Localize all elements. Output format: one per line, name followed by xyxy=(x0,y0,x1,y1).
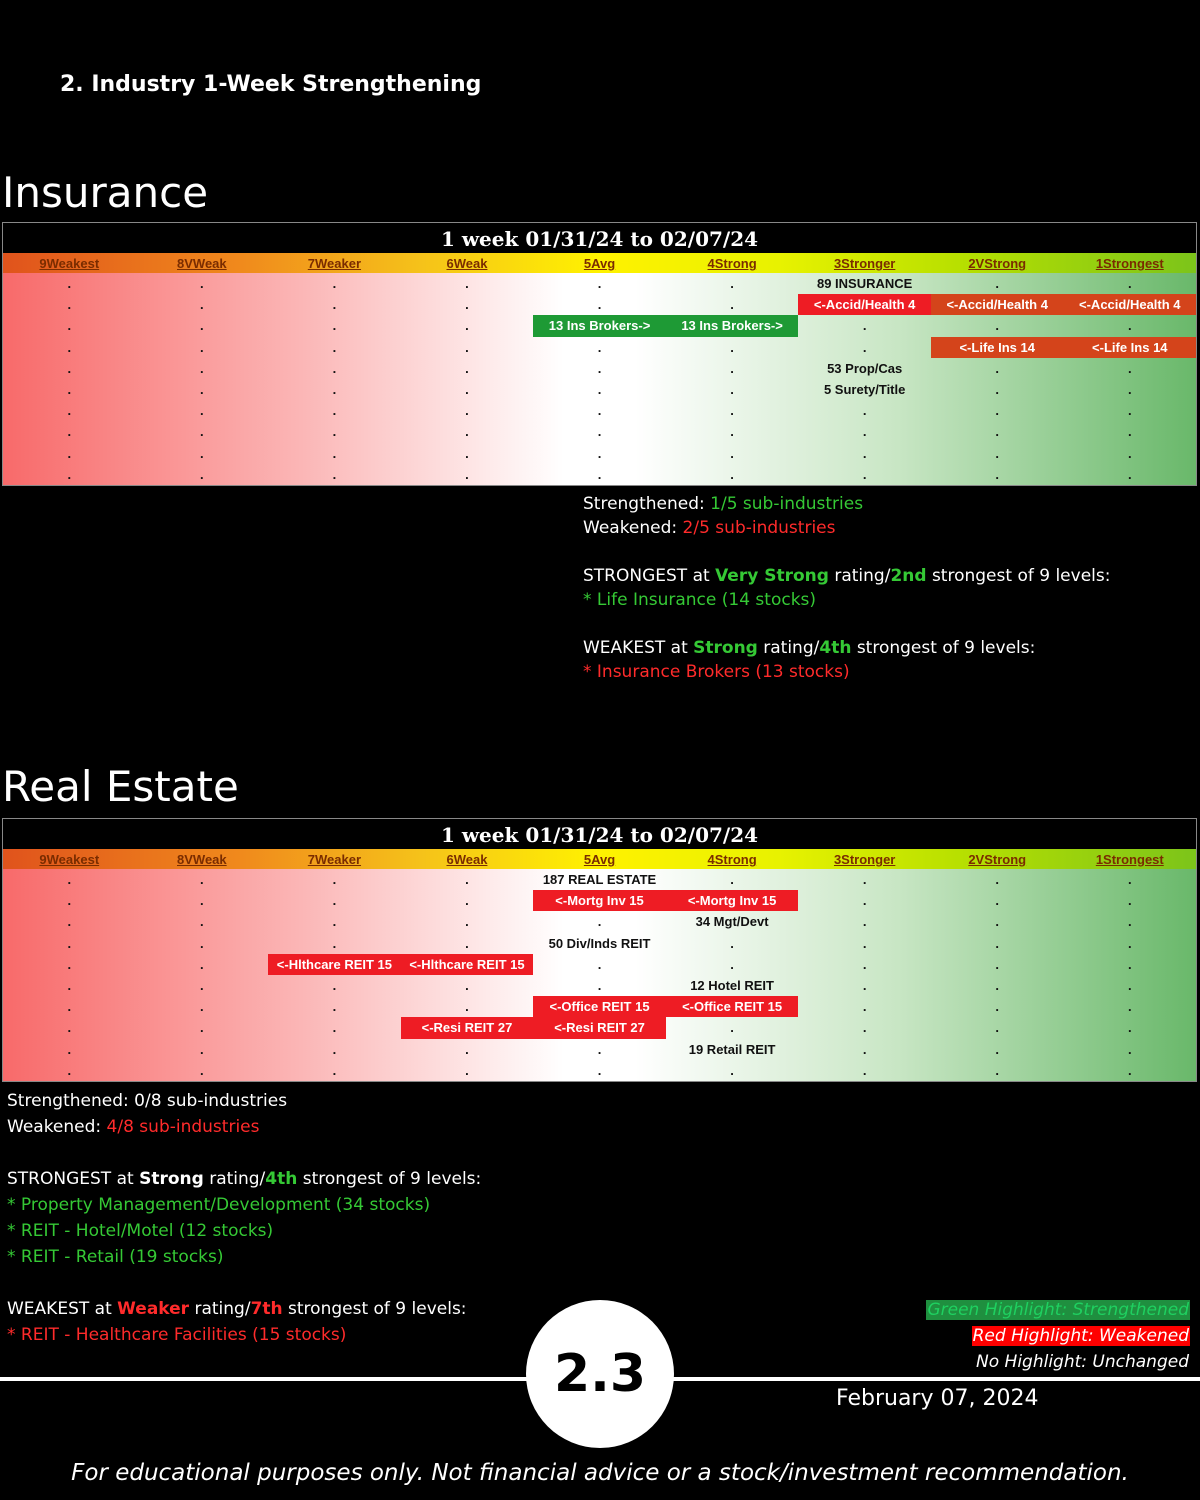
report-date: February 07, 2024 xyxy=(836,1386,1039,1411)
grid-cell: . xyxy=(465,424,469,440)
grid-cell: . xyxy=(200,956,204,972)
grid-cell: . xyxy=(1127,893,1132,909)
grid-cell: 5 Surety/Title xyxy=(823,381,906,397)
ins-strongest-rank: 2nd xyxy=(890,566,927,586)
re-weakest-mid: rating/ xyxy=(189,1299,251,1319)
insurance-table xyxy=(2,222,1197,486)
grid-row xyxy=(3,379,1196,400)
highlighted-cell: <-Mortg Inv 15 xyxy=(666,890,799,911)
grid-cell: . xyxy=(465,276,469,291)
grid-cell: . xyxy=(597,977,602,993)
grid-cell: . xyxy=(465,297,469,313)
grid-cell: . xyxy=(200,1062,204,1078)
grid-cell: . xyxy=(200,1041,204,1057)
grid-cell: . xyxy=(597,914,602,930)
grid-cell: . xyxy=(465,381,469,397)
grid-cell: . xyxy=(465,466,469,482)
grid-cell: . xyxy=(200,914,204,930)
grid-cell: . xyxy=(597,1062,602,1078)
grid-cell: . xyxy=(730,403,734,419)
grid-cell: 19 Retail REIT xyxy=(688,1041,776,1057)
highlighted-cell: <-Office REIT 15 xyxy=(666,996,799,1017)
level-label: 7Weaker xyxy=(307,256,362,271)
highlighted-cell: <-Life Ins 14 xyxy=(931,337,1064,358)
real-estate-title: Real Estate xyxy=(2,762,239,811)
level-label: 2VStrong xyxy=(968,256,1027,271)
grid-row xyxy=(3,315,1196,336)
grid-cell: . xyxy=(332,977,337,993)
grid-cell: . xyxy=(1127,381,1132,397)
grid-cell: . xyxy=(862,872,867,887)
re-weakest-suffix: strongest of 9 levels: xyxy=(282,1299,467,1319)
highlighted-cell: <-Accid/Health 4 xyxy=(1064,294,1197,315)
grid-row xyxy=(3,996,1196,1017)
ins-strongest-rating: Very Strong xyxy=(715,566,829,586)
grid-cell: . xyxy=(465,339,469,355)
grid-cell: . xyxy=(730,424,734,440)
grid-cell: . xyxy=(67,935,72,951)
level-label: 8VWeak xyxy=(177,852,227,867)
grid-cell: . xyxy=(862,424,867,440)
grid-cell: . xyxy=(67,1020,72,1036)
grid-cell: . xyxy=(465,977,469,993)
ins-strongest-suffix: strongest of 9 levels: xyxy=(926,566,1111,586)
grid-cell: . xyxy=(1127,956,1132,972)
grid-row xyxy=(3,358,1196,379)
grid-cell: . xyxy=(730,872,734,887)
grid-cell: . xyxy=(995,977,1000,993)
grid-cell: . xyxy=(862,893,867,909)
grid-cell: 12 Hotel REIT xyxy=(690,977,774,993)
grid-cell: . xyxy=(465,914,469,930)
re-weakened-value: 4/8 sub-industries xyxy=(106,1117,260,1137)
grid-row xyxy=(3,1060,1196,1081)
grid-cell: . xyxy=(465,893,469,909)
level-label: 7Weaker xyxy=(307,852,362,867)
slide-title: 2. Industry 1-Week Strengthening xyxy=(60,72,482,97)
grid-row xyxy=(3,273,1196,294)
grid-cell: . xyxy=(332,339,337,355)
re-weakest-prefix: WEAKEST at xyxy=(7,1299,118,1319)
grid-cell: . xyxy=(332,424,337,440)
grid-row xyxy=(3,975,1196,996)
re-weakest-rating: Weaker xyxy=(117,1299,190,1319)
grid-cell: . xyxy=(332,935,337,951)
grid-cell: . xyxy=(597,360,602,376)
grid-cell: . xyxy=(1127,403,1132,419)
grid-cell: . xyxy=(862,999,867,1015)
grid-cell: . xyxy=(67,872,72,887)
grid-cell: . xyxy=(332,466,337,482)
grid-cell: . xyxy=(730,339,734,355)
grid-cell: . xyxy=(730,466,734,482)
grid-cell: . xyxy=(1127,1062,1132,1078)
grid-cell: . xyxy=(200,1020,204,1036)
re-weakest-item: * REIT - Healthcare Facilities (15 stocks) xyxy=(7,1325,347,1345)
ins-weakest-prefix: WEAKEST at xyxy=(583,638,694,658)
grid-row xyxy=(3,869,1196,890)
grid-cell: . xyxy=(1127,318,1132,334)
grid-row xyxy=(3,421,1196,442)
level-label: 1Strongest xyxy=(1095,852,1164,867)
grid-cell: . xyxy=(67,318,72,334)
ins-strongest-item: * Life Insurance (14 stocks) xyxy=(583,590,817,610)
grid-cell: . xyxy=(332,1041,337,1057)
grid-cell: . xyxy=(200,893,204,909)
ins-weakest-item: * Insurance Brokers (13 stocks) xyxy=(583,662,850,682)
grid-cell: . xyxy=(332,893,337,909)
grid-cell: . xyxy=(730,297,734,313)
grid-cell: . xyxy=(332,381,337,397)
highlighted-cell: <-Accid/Health 4 xyxy=(931,294,1064,315)
re-weakest-rank: 7th xyxy=(250,1299,283,1319)
legend-red: Red Highlight: Weakened xyxy=(972,1326,1189,1346)
grid-row xyxy=(3,1017,1196,1038)
grid-cell: . xyxy=(597,1041,602,1057)
grid-cell: . xyxy=(465,403,469,419)
grid-cell: . xyxy=(465,360,469,376)
grid-cell: . xyxy=(995,1020,1000,1036)
grid-cell: . xyxy=(995,445,1000,461)
grid-cell: . xyxy=(597,466,602,482)
grid-cell: . xyxy=(332,872,337,887)
ins-strongest-mid: rating/ xyxy=(828,566,891,586)
grid-cell: . xyxy=(200,445,204,461)
grid-row xyxy=(3,337,1196,358)
level-label: 9Weakest xyxy=(39,852,100,867)
grid-cell: . xyxy=(67,403,72,419)
grid-cell: . xyxy=(67,956,72,972)
grid-cell: . xyxy=(1127,872,1132,887)
grid-cell: . xyxy=(862,466,867,482)
grid-cell: . xyxy=(200,872,204,887)
ins-weakened-value: 2/5 sub-industries xyxy=(682,518,836,538)
real-estate-grid xyxy=(3,869,1196,1081)
grid-cell: . xyxy=(465,999,469,1015)
grid-cell: . xyxy=(200,339,204,355)
highlighted-cell: <-Accid/Health 4 xyxy=(798,294,931,315)
level-label: 3Stronger xyxy=(833,256,896,271)
ins-strengthened-label: Strengthened: xyxy=(583,494,711,514)
grid-cell: . xyxy=(597,956,602,972)
real-estate-notes xyxy=(7,1088,481,1348)
grid-cell: . xyxy=(1127,276,1132,291)
level-label: 9Weakest xyxy=(39,256,100,271)
highlighted-cell: <-Resi REIT 27 xyxy=(401,1017,534,1038)
re-strongest-rank: 4th xyxy=(265,1169,298,1189)
insurance-grid xyxy=(3,273,1196,485)
grid-cell: . xyxy=(730,360,734,376)
grid-cell: . xyxy=(862,977,867,993)
grid-cell: . xyxy=(67,424,72,440)
grid-cell: . xyxy=(465,445,469,461)
real-estate-table-header: 1 week 01/31/24 to 02/07/24 xyxy=(3,819,1196,849)
grid-cell: . xyxy=(597,297,602,313)
re-strongest-suffix: strongest of 9 levels: xyxy=(297,1169,482,1189)
ins-strengthened-value: 1/5 sub-industries xyxy=(710,494,864,514)
re-strongest-item: * REIT - Hotel/Motel (12 stocks) xyxy=(7,1221,274,1241)
ins-weakest-suffix: strongest of 9 levels: xyxy=(851,638,1036,658)
grid-cell: . xyxy=(465,318,469,334)
highlighted-cell: <-Mortg Inv 15 xyxy=(533,890,666,911)
highlighted-cell: 13 Ins Brokers-> xyxy=(666,315,799,336)
grid-cell: . xyxy=(995,276,1000,291)
grid-cell: . xyxy=(1127,1041,1132,1057)
grid-cell: . xyxy=(1127,935,1132,951)
grid-cell: . xyxy=(200,276,204,291)
grid-cell: . xyxy=(862,403,867,419)
grid-cell: . xyxy=(200,297,204,313)
grid-cell: . xyxy=(597,339,602,355)
grid-cell: . xyxy=(332,403,337,419)
grid-cell: . xyxy=(67,381,72,397)
grid-cell: . xyxy=(332,1062,337,1078)
grid-cell: . xyxy=(995,872,1000,887)
ins-strongest-prefix: STRONGEST at xyxy=(583,566,716,586)
grid-cell: . xyxy=(862,914,867,930)
grid-cell: . xyxy=(67,893,72,909)
grid-cell: . xyxy=(597,445,602,461)
grid-cell: . xyxy=(332,276,337,291)
grid-cell: . xyxy=(332,297,337,313)
grid-cell: . xyxy=(200,999,204,1015)
grid-cell: . xyxy=(67,914,72,930)
grid-cell: . xyxy=(332,360,337,376)
grid-cell: . xyxy=(1127,999,1132,1015)
grid-cell: . xyxy=(465,935,469,951)
ins-weakest-mid: rating/ xyxy=(757,638,820,658)
grid-cell: . xyxy=(200,935,204,951)
ins-weakest-rating: Strong xyxy=(693,638,758,658)
level-label: 3Stronger xyxy=(833,852,896,867)
grid-row xyxy=(3,954,1196,975)
real-estate-table xyxy=(2,818,1197,1082)
grid-cell: . xyxy=(1127,914,1132,930)
grid-row xyxy=(3,911,1196,932)
grid-cell: . xyxy=(995,381,1000,397)
grid-cell: . xyxy=(465,1041,469,1057)
grid-cell: . xyxy=(730,935,734,951)
real-estate-level-row xyxy=(3,849,1196,869)
insurance-table-header: 1 week 01/31/24 to 02/07/24 xyxy=(3,223,1196,253)
highlighted-cell: <-Office REIT 15 xyxy=(533,996,666,1017)
grid-cell: . xyxy=(730,1020,734,1036)
grid-cell: . xyxy=(995,893,1000,909)
ins-weakest-rank: 4th xyxy=(819,638,852,658)
grid-cell: . xyxy=(465,872,469,887)
grid-cell: . xyxy=(67,276,72,291)
grid-cell: . xyxy=(1127,424,1132,440)
grid-cell: . xyxy=(995,318,1000,334)
grid-cell: . xyxy=(862,339,867,355)
grid-cell: . xyxy=(995,935,1000,951)
grid-row xyxy=(3,443,1196,464)
level-label: 1Strongest xyxy=(1095,256,1164,271)
grid-cell: . xyxy=(995,999,1000,1015)
grid-cell: . xyxy=(200,381,204,397)
grid-cell: 89 INSURANCE xyxy=(816,276,913,291)
grid-row xyxy=(3,933,1196,954)
grid-cell: . xyxy=(862,935,867,951)
insurance-level-row xyxy=(3,253,1196,273)
level-label: 5Avg xyxy=(583,852,616,867)
grid-cell: . xyxy=(1127,1020,1132,1036)
grid-cell: . xyxy=(200,977,204,993)
grid-cell: . xyxy=(200,403,204,419)
re-strongest-item: * Property Management/Development (34 stocks) xyxy=(7,1195,431,1215)
re-strengthened-label: Strengthened: 0/8 sub-industries xyxy=(7,1091,288,1111)
grid-cell: . xyxy=(995,403,1000,419)
grid-cell: . xyxy=(862,956,867,972)
highlighted-cell: <-Hlthcare REIT 15 xyxy=(268,954,401,975)
grid-cell: . xyxy=(862,1020,867,1036)
level-label: 5Avg xyxy=(583,256,616,271)
grid-cell: . xyxy=(597,403,602,419)
grid-cell: . xyxy=(1127,445,1132,461)
grid-cell: . xyxy=(67,297,72,313)
grid-cell: . xyxy=(1127,466,1132,482)
grid-cell: . xyxy=(862,1041,867,1057)
grid-cell: 187 REAL ESTATE xyxy=(542,872,657,887)
grid-cell: . xyxy=(730,381,734,397)
level-label: 4Strong xyxy=(707,256,757,271)
grid-cell: . xyxy=(995,914,1000,930)
grid-cell: . xyxy=(465,1062,469,1078)
grid-cell: . xyxy=(67,466,72,482)
grid-cell: . xyxy=(1127,360,1132,376)
grid-cell: . xyxy=(995,1041,1000,1057)
grid-row xyxy=(3,294,1196,315)
re-strongest-prefix: STRONGEST at xyxy=(7,1169,140,1189)
grid-cell: . xyxy=(332,999,337,1015)
legend-none: No Highlight: Unchanged xyxy=(976,1352,1189,1372)
level-label: 6Weak xyxy=(446,852,488,867)
grid-cell: . xyxy=(597,424,602,440)
ins-weakened-label: Weakened: xyxy=(583,518,683,538)
grid-cell: . xyxy=(200,424,204,440)
grid-row xyxy=(3,890,1196,911)
grid-cell: 53 Prop/Cas xyxy=(827,360,903,376)
grid-cell: . xyxy=(995,424,1000,440)
level-label: 2VStrong xyxy=(968,852,1027,867)
grid-cell: 34 Mgt/Devt xyxy=(695,914,769,930)
highlighted-cell: <-Resi REIT 27 xyxy=(533,1017,666,1038)
highlighted-cell: <-Hlthcare REIT 15 xyxy=(401,954,534,975)
grid-cell: . xyxy=(995,956,1000,972)
level-label: 6Weak xyxy=(446,256,488,271)
highlighted-cell: 13 Ins Brokers-> xyxy=(533,315,666,336)
grid-cell: . xyxy=(995,1062,1000,1078)
grid-row xyxy=(3,464,1196,485)
level-label: 4Strong xyxy=(707,852,757,867)
grid-cell: . xyxy=(332,318,337,334)
grid-row xyxy=(3,1039,1196,1060)
grid-cell: . xyxy=(67,445,72,461)
grid-cell: . xyxy=(67,999,72,1015)
level-label: 8VWeak xyxy=(177,256,227,271)
grid-cell: . xyxy=(730,445,734,461)
grid-row xyxy=(3,400,1196,421)
grid-cell: . xyxy=(597,381,602,397)
re-weakened-label: Weakened: xyxy=(7,1117,107,1137)
grid-cell: . xyxy=(730,276,734,291)
grid-cell: 50 Div/Inds REIT xyxy=(548,935,651,951)
insurance-notes xyxy=(583,492,1110,684)
grid-cell: . xyxy=(730,956,734,972)
grid-cell: . xyxy=(995,360,1000,376)
grid-cell: . xyxy=(1127,977,1132,993)
grid-cell: . xyxy=(67,1062,72,1078)
grid-cell: . xyxy=(862,445,867,461)
page-number-badge: 2.3 xyxy=(526,1300,674,1448)
grid-cell: . xyxy=(67,360,72,376)
grid-cell: . xyxy=(862,318,867,334)
grid-cell: . xyxy=(200,318,204,334)
grid-cell: . xyxy=(862,1062,867,1078)
legend-green: Green Highlight: Strengthened xyxy=(927,1300,1189,1320)
grid-cell: . xyxy=(67,339,72,355)
re-strongest-item: * REIT - Retail (19 stocks) xyxy=(7,1247,224,1267)
highlight-legend xyxy=(926,1297,1190,1375)
grid-cell: . xyxy=(597,276,602,291)
disclaimer: For educational purposes only. Not financial advice or a stock/investment recommendation. xyxy=(71,1460,1129,1486)
grid-cell: . xyxy=(332,914,337,930)
re-strongest-rating: Strong xyxy=(139,1169,204,1189)
grid-cell: . xyxy=(200,466,204,482)
highlighted-cell: <-Life Ins 14 xyxy=(1064,337,1197,358)
grid-cell: . xyxy=(67,977,72,993)
grid-cell: . xyxy=(995,466,1000,482)
grid-cell: . xyxy=(332,1020,337,1036)
grid-cell: . xyxy=(67,1041,72,1057)
grid-cell: . xyxy=(200,360,204,376)
re-strongest-mid: rating/ xyxy=(203,1169,266,1189)
grid-cell: . xyxy=(332,445,337,461)
insurance-title: Insurance xyxy=(2,168,209,217)
grid-cell: . xyxy=(730,1062,734,1078)
